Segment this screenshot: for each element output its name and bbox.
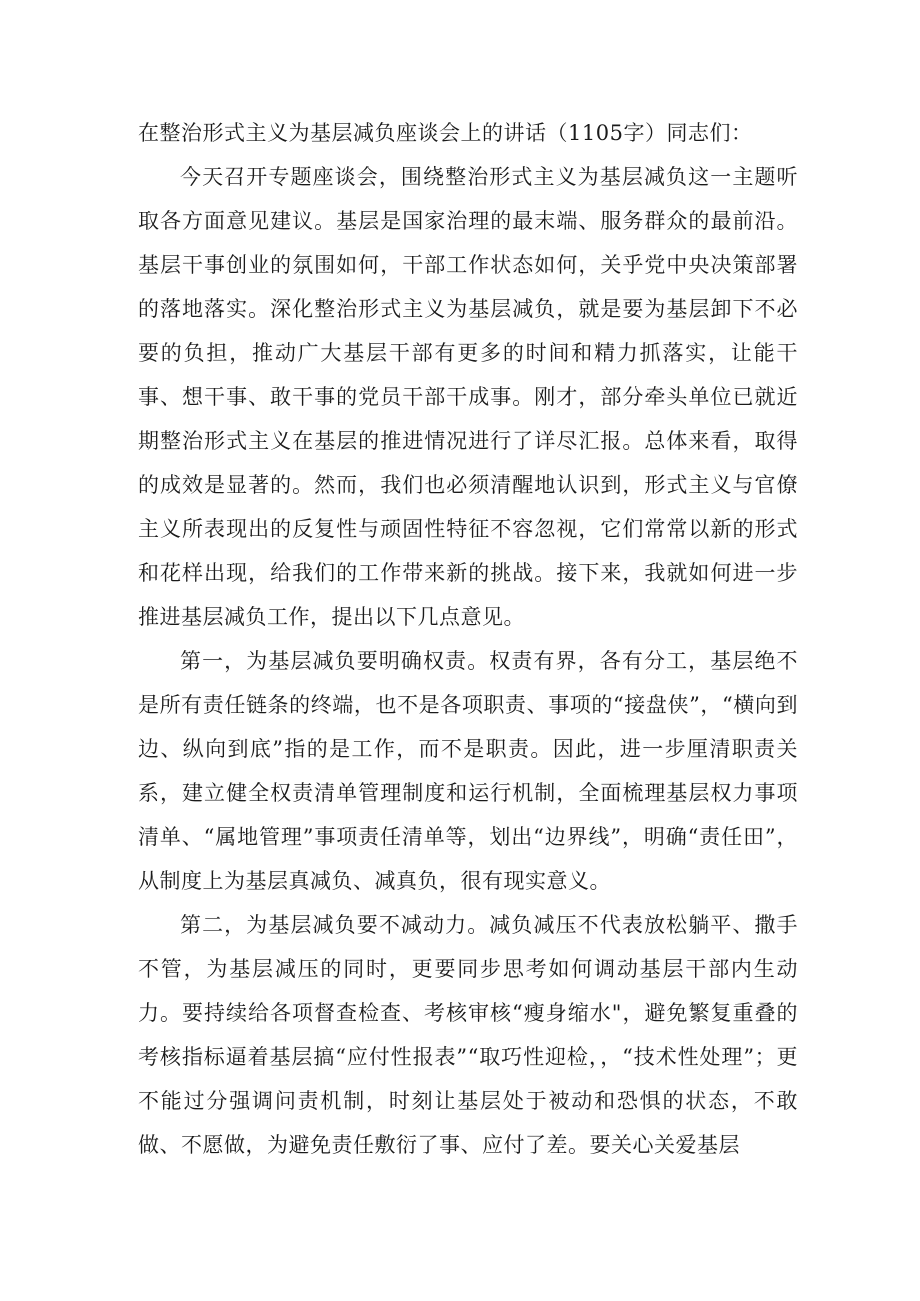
document-body — [138, 111, 798, 1167]
paragraph-intro: 今天召开专题座谈会，围绕整治形式主义为基层减负这一主题听取各方面意见建议。基层是国家治理的最末端、服务群众的最前沿。基层干事创业的氛围如何，干部工作状态如何，关乎党中央决策部署的落地落实。深化整治形式主义为基层减负，就是要为基层卸下不必要的负担，推动广大基层干部有更多的时间和精力抓落实，让能干事、想干事、敢干事的党员干部干成事。刚才，部分牵头单位已就近期整治形式主义在基层的推进情况进行了详尽汇报。总体来看，取得的成效是显著的。然而，我们也必须清醒地认识到，形式主义与官僚主义所表现出的反复性与顽固性特征不容忽视，它们常常以新的形式和花样出现，给我们的工作带来新的挑战。接下来，我就如何进一步推进基层减负工作，提出以下几点意见。 — [138, 165, 798, 629]
paragraph-point-one: 第一，为基层减负要明确权责。权责有界，各有分工，基层绝不是所有责任链条的终端，也不是各项职责、事项的“接盘侠”，“横向到边、纵向到底”指的是工作，而不是职责。因此，进一步厘清职责关系，建立健全权责清单管理制度和运行机制，全面梳理基层权力事项清单、“属地管理”事项责任清单等，划出“边界线”，明确“责任田”，从制度上为基层真减负、减真负，很有现实意义。 — [138, 649, 798, 893]
paragraph-point-two: 第二，为基层减负要不减动力。减负减压不代表放松躺平、撒手不管，为基层减压的同时，更要同步思考如何调动基层干部内生动力。要持续给各项督查检查、考核审核“瘦身缩水"，避免繁复重叠的考核指标逼着基层搞“应付性报表”“取巧性迎检，，“技术性处理”；更不能过分强调问责机制，时刻让基层处于被动和恐惧的状态，不敢做、不愿做，为避免责任敷衍了事、应付了差。要关心关爱基层 — [138, 913, 798, 1157]
document-title-line: 在整治形式主义为基层减负座谈会上的讲话（1105字）同志们： — [138, 121, 753, 145]
